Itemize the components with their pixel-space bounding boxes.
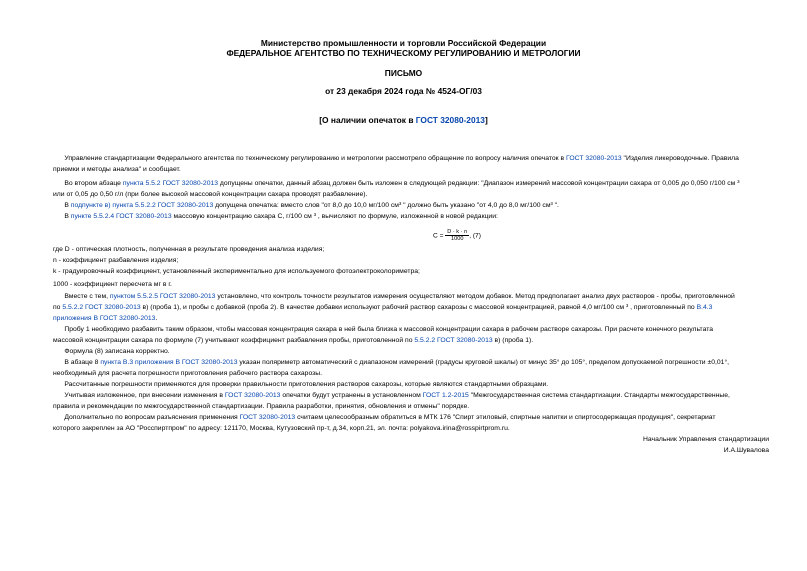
p2-text-b: допущены опечатки, данный абзац должен быть изложен в следующей редакции: "Диапазон измерений массовой концентрации сахара от 0,005 до 0,050 г/100 см ³ [218, 180, 740, 187]
subject-gost-link[interactable]: ГОСТ 32080-2013 [415, 115, 485, 125]
p5-gost-link-2[interactable]: 5.5.2.2 ГОСТ 32080-2013 [62, 304, 141, 311]
paragraph-2-line-2: или от 0,05 до 0,50 г/л (при более высокой массовой концентрации сахара проводят разбавление). [53, 191, 368, 198]
p4-text-a: В [64, 213, 71, 220]
formula-7 [433, 229, 481, 242]
p11-text-a: Дополнительно по вопросам разъяснения применения [64, 414, 240, 421]
paragraph-8-line-1 [53, 359, 769, 366]
paragraph-10-line-2: правила и рекомендации по межгосударственной стандартизации. Правила разработки, принятия, обновления и отмены" порядке. [53, 403, 470, 410]
subject-close: ] [484, 115, 488, 125]
p1-text-a: Управление стандартизации Федерального агентства по техническому регулированию и метрологии рассмотрело обращение по вопросу наличия опечаток в [64, 155, 567, 162]
where-1000: 1000 - коэффициент пересчета мг в г. [53, 281, 172, 288]
formula-fraction [445, 229, 469, 242]
ministry-title: Министерство промышленности и торговли Российской Федерации [260, 38, 547, 48]
p4-text-b: массовую концентрацию сахара С, г/100 см ³ , вычисляют по формуле, изложенной в новой редакции: [171, 213, 498, 220]
p3-gost-link[interactable]: подпункте в) пункта 5.5.2.2 ГОСТ 32080-2013 [70, 202, 214, 209]
p3-text-a: В [64, 202, 71, 209]
agency-title: ФЕДЕРАЛЬНОЕ АГЕНТСТВО ПО ТЕХНИЧЕСКОМУ РЕГУЛИРОВАНИЮ И МЕТРОЛОГИИ [226, 48, 581, 58]
paragraph-4 [53, 213, 769, 220]
p9-text: Рассчитанные погрешности применяются для проверки правильности приготовления растворов сахарозы, которые являются стандартными образцами. [64, 381, 549, 388]
p11-text-b: считаем целесообразным обратиться в МТК 176 "Спирт этиловый, спиртные напитки и спиртосодержащая продукция", секретариат [295, 414, 716, 421]
where-k-symbol: k [53, 268, 57, 275]
where-k [53, 268, 769, 275]
p10-gost-link-2[interactable]: ГОСТ 1.2-2015 [422, 392, 469, 399]
p8-text-b: указан поляриметр автоматический с диапазоном измерений (градусы круговой шкалы) от минус 35° до 105°, пределом допускаемой погрешности ±0,01°, [237, 359, 730, 366]
signature-position: Начальник Управления стандартизации [643, 436, 769, 443]
paragraph-5-line-2 [53, 304, 769, 311]
p6-gost-link[interactable]: 5.5.2.2 ГОСТ 32080-2013 [414, 337, 493, 344]
paragraph-6-line-1 [53, 326, 769, 333]
paragraph-1-line-2: приемки и методы анализа" и сообщает. [53, 166, 181, 173]
p10-text-a: Учитывая изложенное, при внесении изменения в [64, 392, 225, 399]
p5-text-a: Вместе с тем, [64, 293, 110, 300]
p5-text-d: в) (проба 1), и пробы с добавкой (проба 2). В качестве добавки используют рабочий раствор сахарозы с массовой концентрацией, равной 4,0 мг/100 см ³ , приготовленный по [140, 304, 697, 311]
p8-text-a: В абзаце 8 [64, 359, 101, 366]
paragraph-9 [53, 381, 769, 388]
document-subject [0, 115, 807, 125]
formula-label: , (7) [469, 232, 481, 240]
p4-gost-link[interactable]: пункте 5.5.2.4 ГОСТ 32080-2013 [70, 213, 172, 220]
p7-text: Формула (8) записана корректно. [64, 348, 170, 355]
p11-gost-link[interactable]: ГОСТ 32080-2013 [239, 414, 296, 421]
p5-gost-link-3[interactable]: В.4.3 [696, 304, 713, 311]
p5-gost-link-1[interactable]: пунктом 5.5.2.5 ГОСТ 32080-2013 [109, 293, 216, 300]
paragraph-3 [53, 202, 769, 209]
p10-gost-link-1[interactable]: ГОСТ 32080-2013 [224, 392, 281, 399]
p3-text-b: допущена опечатка: вместо слов "от 8,0 до 10,0 мг/100 см³ " должно быть указано "от 4,0 до 8,0 мг/100 см³ ". [213, 202, 559, 209]
p1-gost-link[interactable]: ГОСТ 32080-2013 [566, 155, 622, 162]
paragraph-7 [53, 348, 769, 355]
paragraph-11-line-1 [53, 414, 769, 421]
formula-lhs: С = [433, 232, 444, 240]
p10-text-b: опечатки будут устранены в установленном [280, 392, 423, 399]
p2-text-a: Во втором абзаце [64, 180, 123, 187]
formula-numerator: D · k · n [447, 229, 468, 235]
p6-text-b: массовой концентрации сахара по формуле (7) учитывают коэффициент разбавления пробы, приготовленной по [53, 337, 415, 344]
p1-text-b: "Изделия ликероводочные. Правила [621, 155, 739, 162]
paragraph-11-line-2: которого закреплен за АО "Росспиртпром" по адресу: 121170, Москва, Кутузовский пр-т, д.34, корп.21, эл. почта: polyakova.irina@rosspirtprom.ru. [53, 425, 510, 432]
p5-text-c: по [53, 304, 63, 311]
paragraph-1-line-1 [53, 155, 769, 162]
paragraph-8-line-2: необходимый для расчета погрешности приготовления рабочего раствора сахарозы. [53, 370, 323, 377]
document-type: ПИСЬМО [384, 68, 423, 78]
where-d: где D - оптическая плотность, полученная в результате проведения анализа изделия; [53, 246, 325, 253]
paragraph-5-line-3 [53, 315, 769, 322]
p2-gost-link[interactable]: пункта 5.5.2 ГОСТ 32080-2013 [122, 180, 219, 187]
paragraph-6-line-2 [53, 337, 769, 344]
paragraph-10-line-1 [53, 392, 769, 399]
p6-text-c: в) (проба 1). [492, 337, 534, 344]
p5-text-b: установлено, что контроль точности результатов измерения осуществляют методом добавок. Метод предполагает анализ двух растворов - пробы, приготовленной [215, 293, 735, 300]
p6-text-a: Пробу 1 необходимо разбавить таким образом, чтобы массовая концентрация сахара в ней была близка к массовой концентрации сахара в рабочем растворе сахарозы. При расчете конечного результата [64, 326, 714, 333]
document-date-number: от 23 декабря 2024 года № 4524-ОГ/03 [325, 86, 482, 96]
signature-name: И.А.Шувалова [723, 447, 769, 454]
p5-text-e: . [155, 315, 158, 322]
paragraph-2-line-1 [53, 180, 769, 187]
subject-open: [О наличии опечаток в [319, 115, 416, 125]
formula-denominator: 1000 [451, 236, 464, 242]
where-n: n - коэффициент разбавления изделия; [53, 257, 179, 264]
p5-gost-link-4[interactable]: приложения В ГОСТ 32080-2013 [53, 315, 156, 322]
p8-gost-link[interactable]: пункта В.3 приложения В ГОСТ 32080-2013 [100, 359, 238, 366]
p10-text-c: "Межгосударственная система стандартизации. Стандарты межгосударственные, [468, 392, 730, 399]
paragraph-5-line-1 [53, 293, 769, 300]
where-k-text: - градуировочный коэффициент, установленный экспериментально для используемого фотоэлектроколориметра; [56, 268, 420, 275]
